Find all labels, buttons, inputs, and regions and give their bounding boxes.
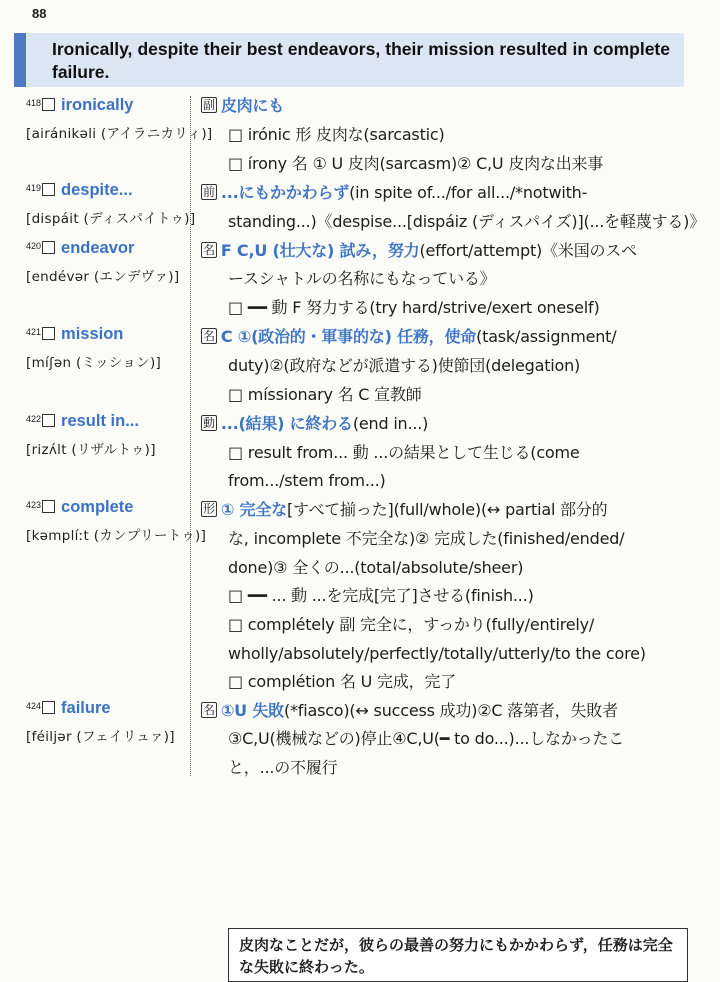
entry-pronunciation: [dispáit (ディスパイトゥ)] — [26, 211, 196, 227]
definition-line: □ complétely 副 完全に，すっかり(fully/entirely/ — [228, 615, 595, 634]
entry-result-in: $^{422}$ result in... [rizʌ́lt (リザルトゥ)] — [26, 412, 156, 458]
definition-line: な, incomplete 不完全な)② 完成した(finished/ended/ — [228, 529, 625, 548]
definition-line: □ ━━ ... 動 ...を完成[完了]させる(finish...) — [228, 586, 534, 605]
definition-head: C ①(政治的・軍事的な) 任務，使命 — [220, 327, 477, 346]
definition-head: ...(結果) に終わる — [220, 414, 353, 433]
definition-head: F C,U (壮大な) 試み，努力 — [220, 241, 420, 260]
definition-line: □ irónic 形 皮肉な(sarcastic) — [228, 125, 445, 144]
entry-complete: $^{423}$ complete [kəmplíːt (カンプリートゥ)] — [26, 498, 207, 544]
definition-line: ースシャトルの名称にもなっている》 — [228, 269, 496, 288]
definition-line: from.../stem from...) — [228, 471, 386, 490]
definition-line: 前 ...にもかかわらず(in spite of.../for all.../*notwith- — [203, 183, 588, 202]
definition-line: ③C,U(機械などの)停止④C,U(━ to do...)...しなかったこ — [228, 729, 625, 748]
example-sentence-banner: Ironically, despite their best endeavors, their mission resulted in complete failure. — [14, 33, 684, 87]
pos-mark: 形 — [203, 502, 215, 516]
entry-pronunciation: [míʃən (ミッション)] — [26, 355, 162, 371]
definition-head: ① 完全な — [220, 500, 287, 519]
definition-line: done)③ 全くの...(total/absolute/sheer) — [228, 558, 524, 577]
entry-word: despite... — [61, 181, 133, 199]
pos-mark: 副 — [203, 98, 215, 112]
definition-line: □ complétion 名 U 完成，完了 — [228, 672, 457, 691]
definition-line: と，...の不履行 — [228, 758, 338, 777]
translation-box: 皮肉なことだが，彼らの最善の努力にもかかわらず，任務は完全な失敗に終わった。 — [228, 928, 688, 982]
entry-failure: $^{424}$ failure [féiljər (フェイリュァ)] — [26, 699, 175, 745]
checkbox-icon[interactable] — [42, 701, 55, 714]
definition-line: 名 F C,U (壮大な) 試み，努力(effort/attempt)《米国のスペ — [203, 241, 637, 260]
definition-line: 名 C ①(政治的・軍事的な) 任務，使命(task/assignment/ — [203, 327, 617, 346]
definition-line: duty)②(政府などが派遣する)使節団(delegation) — [228, 356, 581, 375]
entry-despite: $^{419}$ despite... [dispáit (ディスパイトゥ)] — [26, 181, 196, 227]
definition-head: ①U 失敗 — [220, 701, 284, 720]
entry-word: ironically — [61, 96, 134, 114]
entry-mission: $^{421}$ mission [míʃən (ミッション)] — [26, 325, 162, 371]
definition-line: 名 ①U 失敗(*fiasco)(↔ success 成功)②C 落第者，失敗者 — [203, 701, 618, 720]
entry-pronunciation: [rizʌ́lt (リザルトゥ)] — [26, 442, 156, 458]
entry-ironically: $^{418}$ ironically [airánikəli (アイラニカリィ)] — [26, 96, 213, 142]
definition-line: wholly/absolutely/perfectly/totally/utterly/to the core) — [228, 644, 646, 663]
entry-pronunciation: [féiljər (フェイリュァ)] — [26, 729, 175, 745]
pos-mark: 名 — [203, 243, 215, 257]
definition-line: □ ━━ 動 F 努力する(try hard/strive/exert oneself) — [228, 298, 600, 317]
pos-mark: 名 — [203, 329, 215, 343]
entry-word: failure — [61, 699, 111, 717]
checkbox-icon[interactable] — [42, 500, 55, 513]
entry-pronunciation: [airánikəli (アイラニカリィ)] — [26, 126, 213, 142]
definition-line: 動 ...(結果) に終わる(end in...) — [203, 414, 429, 433]
definition-line — [201, 95, 661, 117]
definition-line: 形 ① 完全な[すべて揃った](full/whole)(↔ partial 部分的 — [203, 500, 608, 519]
pos-mark: 名 — [203, 703, 215, 717]
checkbox-icon[interactable] — [42, 98, 55, 111]
definition-head: 皮肉にも — [220, 96, 285, 115]
definition-line: standing...)《despise...[dispáiz (ディスパイズ)](...を軽蔑する)》 — [228, 212, 706, 231]
definition-head: ...にもかかわらず — [220, 183, 350, 202]
entry-word: complete — [61, 498, 134, 516]
entry-endeavor: $^{420}$ endeavor [endévər (エンデヴァ)] — [26, 239, 180, 285]
entry-pronunciation: [endévər (エンデヴァ)] — [26, 269, 180, 285]
checkbox-icon[interactable] — [42, 183, 55, 196]
definition-line: □ írony 名 ① U 皮肉(sarcasm)② C,U 皮肉な出来事 — [228, 154, 604, 173]
definition-line: □ result from... 動 ...の結果として生じる(come — [228, 443, 580, 462]
definition-line: □ míssionary 名 C 宣教師 — [228, 385, 422, 404]
page-number: 88 — [32, 6, 47, 21]
entry-pronunciation: [kəmplíːt (カンプリートゥ)] — [26, 528, 207, 544]
entry-word: mission — [61, 325, 124, 343]
checkbox-icon[interactable] — [42, 414, 55, 427]
pos-mark: 動 — [203, 416, 215, 430]
checkbox-icon[interactable] — [42, 327, 55, 340]
pos-mark: 前 — [203, 185, 215, 199]
entry-word: endeavor — [61, 239, 135, 257]
entry-word: result in... — [61, 412, 139, 430]
checkbox-icon[interactable] — [42, 241, 55, 254]
